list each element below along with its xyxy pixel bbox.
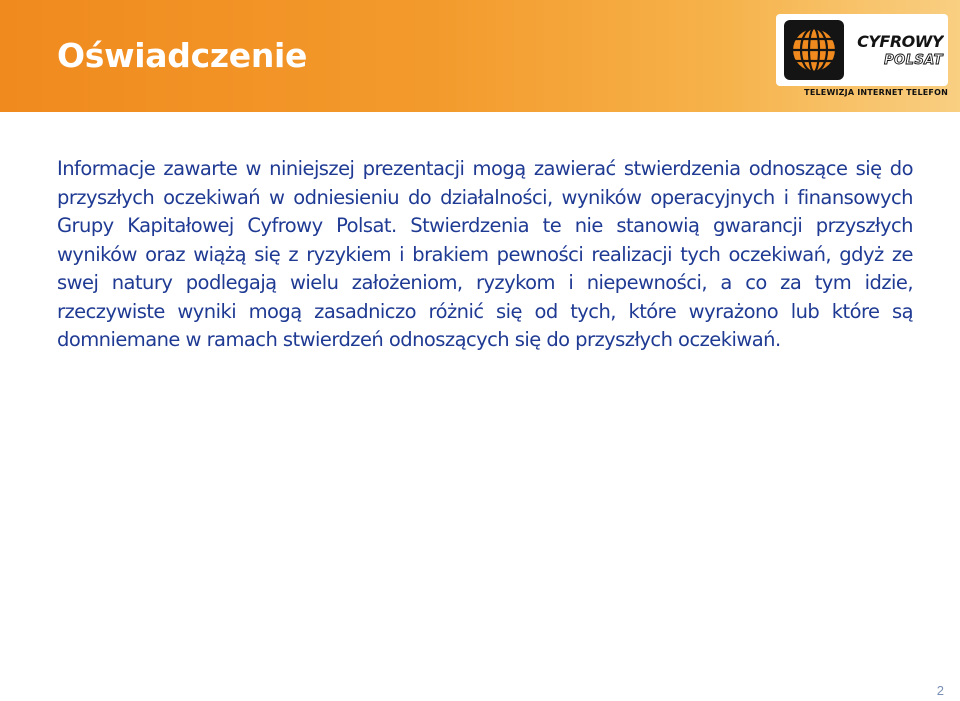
brand-line-1: CYFROWY	[857, 32, 943, 51]
globe-icon	[784, 20, 844, 80]
brand-wordmark	[848, 30, 944, 70]
slide-title: Oświadczenie	[57, 36, 308, 75]
page-number: 2	[936, 683, 944, 698]
logo-tagline: TELEWIZJA INTERNET TELEFON	[804, 88, 948, 97]
disclaimer-paragraph: Informacje zawarte w niniejszej prezentacji mogą zawierać stwierdzenia odnoszące się do przyszłych oczekiwań w odniesieniu do działalności, wyników operacyjnych i finansowych Grupy Kapitałowej Cyfrowy Polsat. Stwierdzenia te nie stanowią gwarancji przyszłych wyników oraz wiążą się z ryzykiem i brakiem pewności realizacji tych oczekiwań, gdyż ze swej natury podlegają wielu założeniom, ryzykom i niepewności, a co za tym idzie, rzeczywiste wyniki mogą zasadniczo różnić się od tych, które wyrażono lub które są domniemane w ramach stwierdzeń odnoszących się do przyszłych oczekiwań.	[57, 157, 913, 351]
slide-header	[0, 0, 960, 112]
cyfrowy-polsat-logo	[776, 14, 948, 100]
brand-line-2: POLSAT	[884, 53, 943, 68]
